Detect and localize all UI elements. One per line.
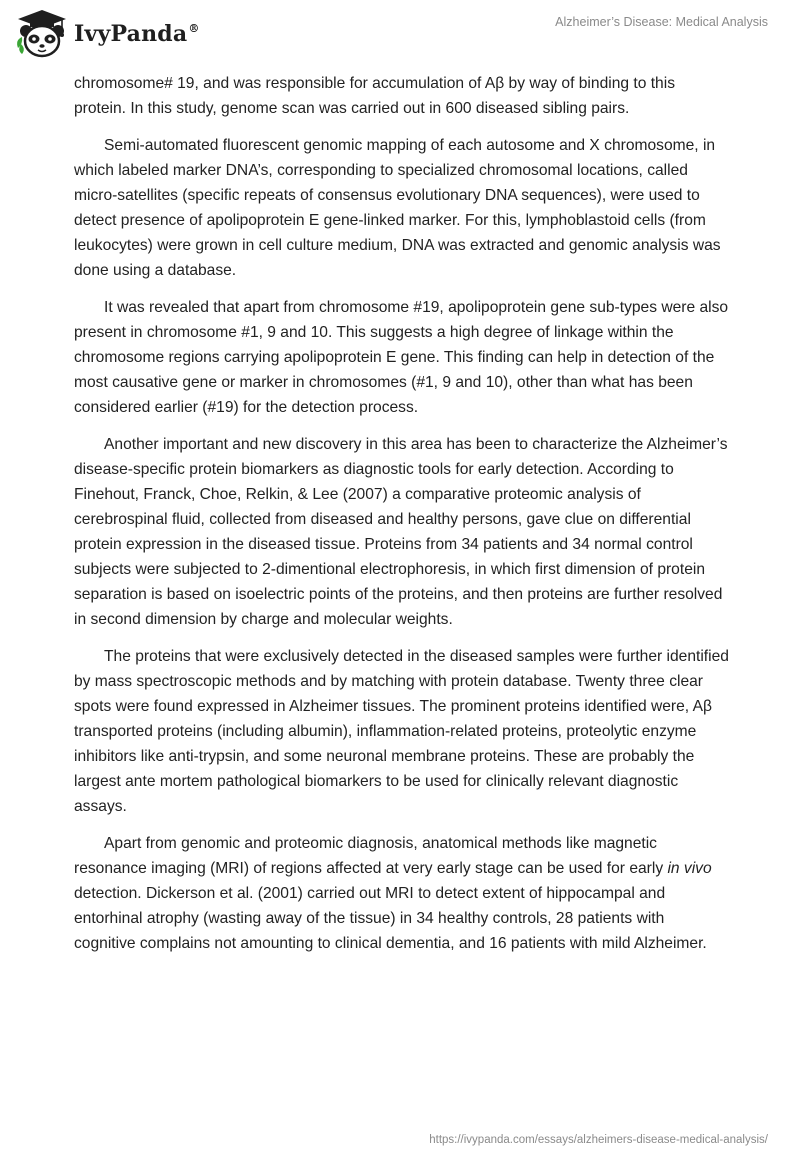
paragraph-6: Apart from genomic and proteomic diagnosis, anatomical methods like magnetic resonance imaging (MRI) of regions affected at very early stage can be used for early in vivo detection. Dickerson et al. (2001) carried out MRI to detect extent of hippocampal and entorhinal atrophy (wasting away of the tissue) in 34 healthy controls, 28 patients with cognitive complains not amounting to clinical dementia, and 16 patients with mild Alzheimer.	[74, 835, 712, 952]
panda-graduate-icon	[14, 8, 70, 60]
document-title: Alzheimer’s Disease: Medical Analysis	[555, 15, 768, 29]
paragraph-3: It was revealed that apart from chromosome #19, apolipoprotein gene sub-types were also present in chromosome #1, 9 and 10. This suggests a high degree of linkage within the chromosome regions carrying apolipoprotein E gene. This finding can help in detection of the most causative gene or marker in chromosomes (#1, 9 and 10), other than what has been considered earlier (#19) for the detection process.	[74, 299, 729, 416]
paragraph-5: The proteins that were exclusively detected in the diseased samples were further identified by mass spectroscopic methods and by matching with protein database. Twenty three clear spots were found expressed in Alzheimer tissues. The prominent proteins identified were, Aβ transported proteins (including albumin), inflammation-related proteins, proteolytic enzyme inhibitors like anti-trypsin, and some neuronal membrane proteins. These are probably the largest ante mortem pathological biomarkers to be used for clinically relevant diagnostic assays.	[74, 648, 729, 815]
page-header	[0, 0, 800, 70]
paragraph-2: Semi-automated fluorescent genomic mapping of each autosome and X chromosome, in which labeled marker DNA’s, corresponding to specialized chromosomal locations, called micro-satellites (specific repeats of consensus evolutionary DNA sequences), were used to detect presence of apolipoprotein E gene-linked marker. For this, lymphoblastoid cells (from leukocytes) were grown in cell culture medium, DNA was extracted and genomic analysis was done using a database.	[74, 137, 721, 279]
paragraph-4: Another important and new discovery in this area has been to characterize the Alzheimer’s disease-specific protein biomarkers as diagnostic tools for early detection. According to Finehout, Franck, Choe, Relkin, & Lee (2007) a comparative proteomic analysis of cerebrospinal fluid, collected from diseased and healthy persons, gave clue on differential protein expression in the diseased tissue. Proteins from 34 patients and 34 normal control subjects were subjected to 2-dimentional electrophoresis, in which first dimension of protein separation is based on isoelectric points of the proteins, and then proteins are further resolved in second dimension by charge and molecular weights.	[74, 436, 728, 628]
brand-name: IvyPanda®	[74, 21, 200, 47]
ivypanda-logo[interactable]	[14, 8, 200, 60]
italic-term: in vivo	[667, 860, 712, 877]
source-url[interactable]: https://ivypanda.com/essays/alzheimers-disease-medical-analysis/	[429, 1134, 768, 1146]
essay-body	[74, 71, 730, 968]
paragraph-1: chromosome# 19, and was responsible for accumulation of Aβ by way of binding to this protein. In this study, genome scan was carried out in 600 diseased sibling pairs.	[74, 75, 675, 117]
